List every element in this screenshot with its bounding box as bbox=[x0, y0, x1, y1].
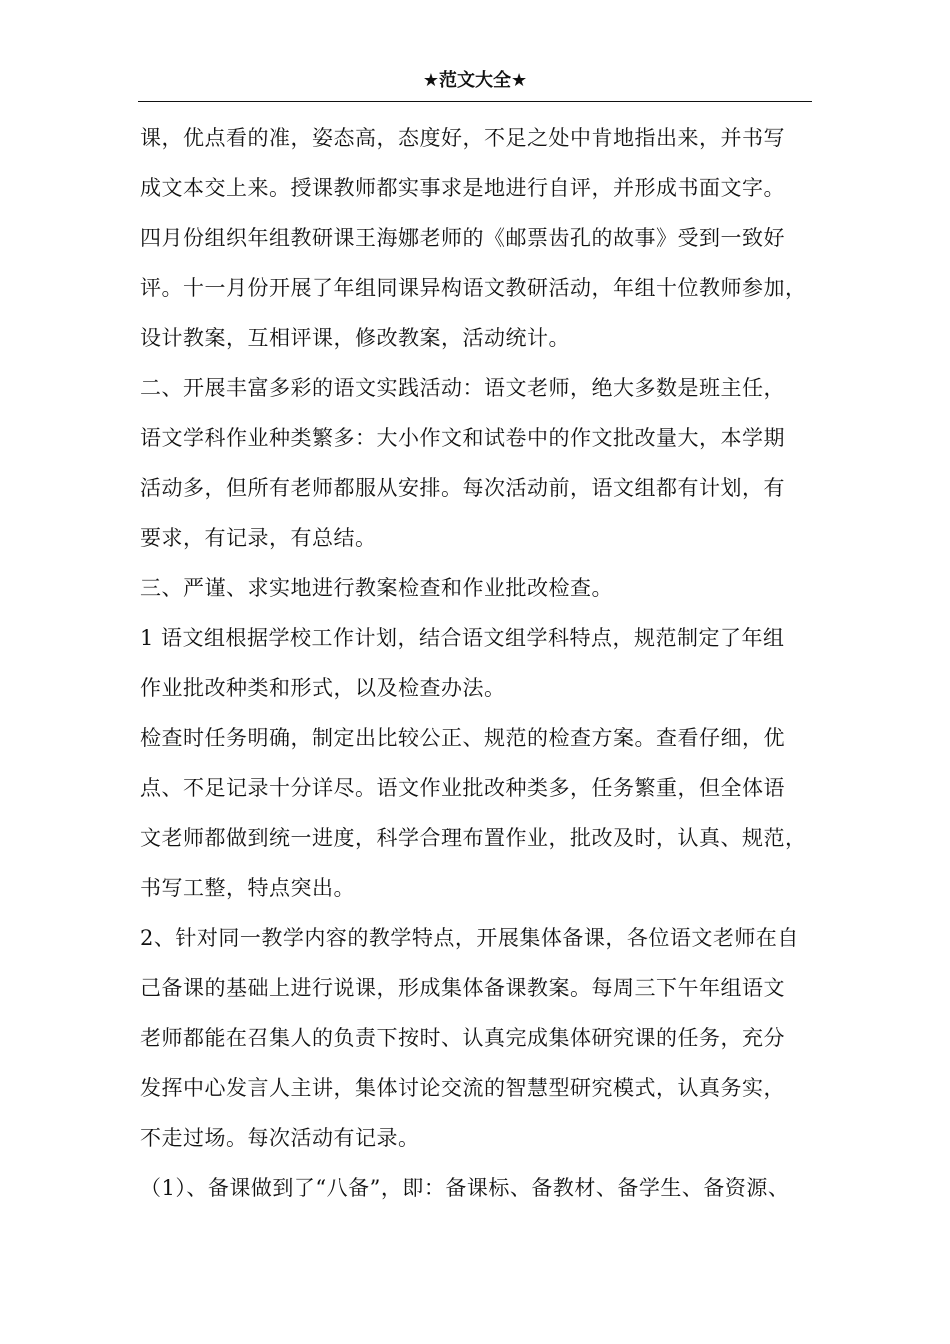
text-line: 不走过场。每次活动有记录。 bbox=[140, 1126, 420, 1150]
text-line: 检查时任务明确，制定出比较公正、规范的检查方案。查看仔细，优 bbox=[140, 726, 785, 750]
header-divider bbox=[138, 101, 812, 102]
text-line: 要求，有记录，有总结。 bbox=[140, 526, 377, 550]
text-line: 二、开展丰富多彩的语文实践活动：语文老师，绝大多数是班主任， bbox=[140, 376, 785, 400]
text-line: 成文本交上来。授课教师都实事求是地进行自评，并形成书面文字。 bbox=[140, 176, 785, 200]
text-line: 设计教案，互相评课，修改教案，活动统计。 bbox=[140, 326, 570, 350]
text-line: 1 语文组根据学校工作计划，结合语文组学科特点，规范制定了年组 bbox=[140, 626, 785, 650]
text-line: 己备课的基础上进行说课，形成集体备课教案。每周三下午年组语文 bbox=[140, 976, 785, 1000]
text-line: 2、针对同一教学内容的教学特点，开展集体备课，各位语文老师在自 bbox=[140, 926, 799, 950]
text-line: 课，优点看的准，姿态高，态度好，不足之处中肯地指出来，并书写 bbox=[140, 126, 785, 150]
text-line: （1）、备课做到了“八备”，即：备课标、备教材、备学生、备资源、 bbox=[140, 1176, 790, 1200]
text-line: 活动多，但所有老师都服从安排。每次活动前，语文组都有计划，有 bbox=[140, 476, 785, 500]
text-line: 语文学科作业种类繁多：大小作文和试卷中的作文批改量大，本学期 bbox=[140, 426, 785, 450]
text-line: 三、严谨、求实地进行教案检查和作业批改检查。 bbox=[140, 576, 613, 600]
text-line: 作业批改种类和形式，以及检查办法。 bbox=[140, 676, 506, 700]
text-line: 文老师都做到统一进度，科学合理布置作业，批改及时，认真、规范， bbox=[140, 826, 807, 850]
page-header-title: ★范文大全★ bbox=[422, 70, 528, 91]
document-body bbox=[140, 113, 814, 1213]
text-line: 点、不足记录十分详尽。语文作业批改种类多，任务繁重，但全体语 bbox=[140, 776, 785, 800]
text-line: 老师都能在召集人的负责下按时、认真完成集体研究课的任务，充分 bbox=[140, 1026, 785, 1050]
text-line: 评。十一月份开展了年组同课异构语文教研活动，年组十位教师参加， bbox=[140, 276, 807, 300]
text-line: 发挥中心发言人主讲，集体讨论交流的智慧型研究模式，认真务实， bbox=[140, 1076, 785, 1100]
text-line: 书写工整，特点突出。 bbox=[140, 876, 355, 900]
text-line: 四月份组织年组教研课王海娜老师的《邮票齿孔的故事》受到一致好 bbox=[140, 226, 785, 250]
